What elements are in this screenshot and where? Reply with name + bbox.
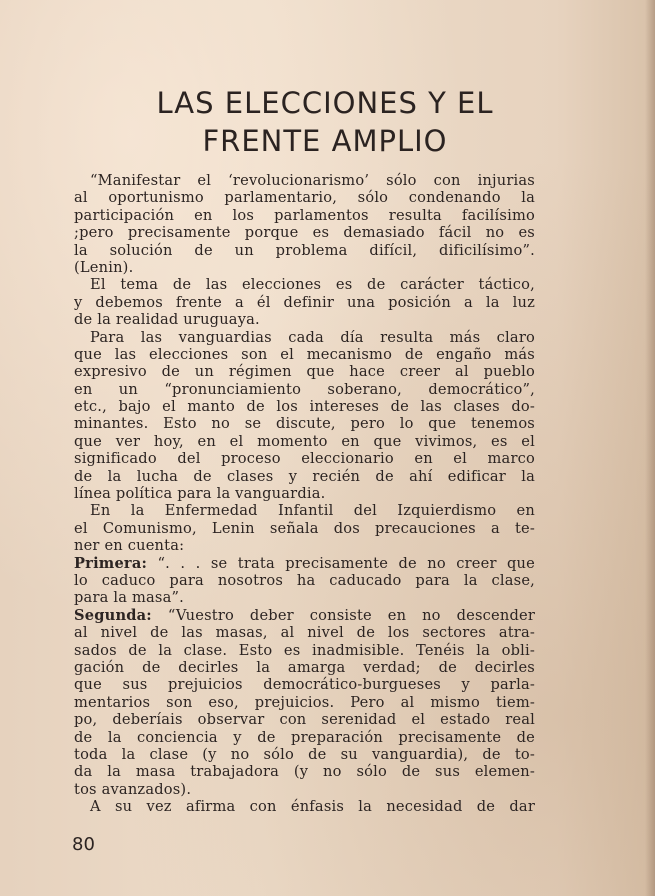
text-line: lo caduco para nosotros ha caducado para la clase, (74, 571, 535, 589)
text-line: toda la clase (y no sólo de su vanguardia), de to- (74, 745, 535, 763)
text-line: mentarios son eso, prejuicios. Pero al mismo tiem- (74, 693, 535, 711)
text-line: gación de decirles la amarga verdad; de decirles (74, 658, 535, 676)
text-line: po, deberíais observar con serenidad el estado real (74, 711, 535, 729)
text-line: tos avanzados). (74, 780, 192, 798)
text-line: que ver hoy, en el momento en que vivimos, es el (74, 432, 535, 450)
text-line: El tema de las elecciones es de carácter táctico, (90, 276, 535, 294)
text-line: A su vez afirma con énfasis la necesidad de dar (90, 798, 535, 816)
text-line: en un “pronunciamiento soberano, democrático”, (74, 380, 535, 398)
text-line: etc., bajo el manto de los intereses de las clases do- (74, 398, 535, 416)
text-line: al oportunismo parlamentario, sólo condenando la (74, 189, 535, 207)
body-text (74, 172, 535, 815)
text-line (74, 555, 535, 572)
text-line: participación en los parlamentos resulta facilísimo (74, 206, 535, 224)
text-line: al nivel de las masas, al nivel de los sectores atra- (74, 624, 535, 642)
text-line: de la lucha de clases y recién de ahí edificar la (74, 467, 535, 485)
text-fragment: “. . . se trata precisamente de no creer que (157, 554, 535, 572)
page-edge-shadow (645, 0, 655, 896)
text-line: significado del proceso eleccionario en el marco (74, 450, 535, 468)
text-line (74, 607, 535, 624)
text-line: el Comunismo, Lenin señala dos precauciones a te- (74, 519, 535, 537)
text-line: para la masa”. (74, 589, 184, 607)
label-segunda: Segunda: (74, 606, 152, 624)
label-primera: Primera: (74, 554, 148, 572)
text-line: minantes. Esto no se discute, pero lo que tenemos (74, 415, 535, 433)
text-line: En la Enfermedad Infantil del Izquierdismo en (90, 502, 535, 520)
text-line: de la realidad uruguaya. (74, 311, 260, 329)
chapter-title-line-1: LAS ELECCIONES Y EL (156, 86, 494, 120)
text-line: ner en cuenta: (74, 537, 185, 555)
text-fragment: “Vuestro deber consiste en no descender (167, 606, 535, 624)
text-line: sados de la clase. Esto es inadmisible. Tenéis la obli- (74, 641, 535, 659)
text-line: de la conciencia y de preparación precisamente de (74, 728, 535, 746)
text-line: (Lenin). (74, 258, 134, 276)
text-line: que las elecciones son el mecanismo de engaño más (74, 345, 535, 363)
text-line: la solución de un problema difícil, dificilísimo”. (74, 241, 535, 259)
text-line: ;pero precisamente porque es demasiado fácil no es (74, 224, 535, 242)
chapter-title-line-2: FRENTE AMPLIO (202, 124, 448, 158)
text-line: expresivo de un régimen que hace creer al pueblo (74, 363, 535, 381)
text-line: que sus prejuicios democrático-burgueses y parla- (74, 676, 535, 694)
text-line: da la masa trabajadora (y no sólo de sus elemen- (74, 763, 535, 781)
page-number: 80 (72, 834, 95, 855)
text-line: “Manifestar el ‘revolucionarismo’ sólo con injurias (90, 172, 535, 189)
text-line: línea política para la vanguardia. (74, 485, 326, 503)
text-line: Para las vanguardias cada día resulta más claro (90, 328, 535, 346)
text-line: y debemos frente a él definir una posición a la luz (74, 293, 535, 311)
